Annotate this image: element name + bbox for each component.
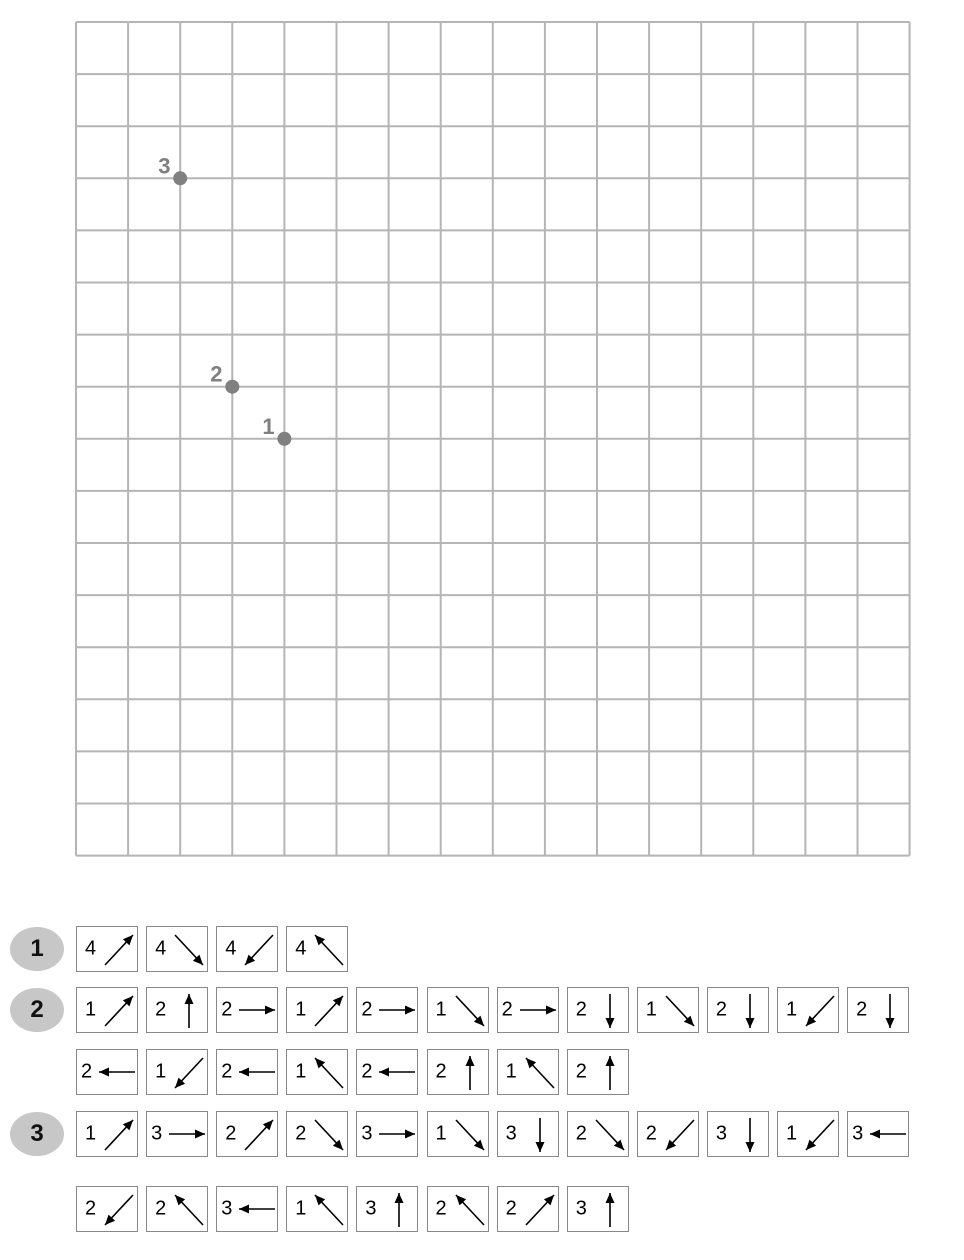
command-up-left	[497, 1049, 559, 1095]
step-count: 2	[505, 1197, 517, 1220]
step-count: 1	[786, 1122, 798, 1145]
step-count: 1	[85, 1122, 97, 1145]
command-left	[847, 1111, 909, 1157]
step-count: 3	[361, 1122, 373, 1145]
step-count: 3	[505, 1122, 517, 1145]
command-right	[146, 1111, 208, 1157]
command-up-left	[286, 926, 348, 972]
step-count: 2	[435, 1197, 447, 1220]
step-count: 1	[505, 1060, 517, 1083]
step-count: 3	[852, 1122, 864, 1145]
arrow-down-right-icon	[568, 1112, 630, 1158]
command-up-left	[286, 1186, 348, 1232]
start-point-2	[225, 380, 239, 394]
start-point-label: 3	[158, 153, 171, 179]
arrow-right-icon	[498, 988, 560, 1034]
command-up-left	[427, 1186, 489, 1232]
command-left	[76, 1049, 138, 1095]
arrow-down-right-icon	[147, 927, 209, 973]
arrow-up-right-icon	[77, 988, 139, 1034]
step-count: 3	[575, 1197, 587, 1220]
command-down	[847, 987, 909, 1033]
command-up-left	[286, 1049, 348, 1095]
command-up-right	[76, 1111, 138, 1157]
command-down-right	[567, 1111, 629, 1157]
step-count: 3	[715, 1122, 728, 1145]
command-down-right	[427, 1111, 489, 1157]
arrow-left-icon	[848, 1112, 910, 1158]
step-count: 1	[155, 1060, 167, 1083]
step-count: 1	[295, 998, 307, 1021]
step-count: 2	[221, 1060, 233, 1083]
command-up	[427, 1049, 489, 1095]
arrow-up-right-icon	[217, 1112, 279, 1158]
arrow-down-right-icon	[287, 1112, 349, 1158]
step-count: 2	[361, 998, 373, 1021]
arrow-down-right-icon	[428, 988, 490, 1034]
arrow-up-left-icon	[287, 1050, 349, 1096]
arrow-left-icon	[217, 1050, 279, 1096]
step-count: 2	[856, 998, 868, 1021]
command-down	[497, 1111, 559, 1157]
arrow-down-icon	[848, 988, 910, 1034]
step-count: 2	[81, 1060, 93, 1083]
command-left	[356, 1049, 418, 1095]
command-down	[707, 987, 769, 1033]
command-down	[707, 1111, 769, 1157]
program-number-badge: 1	[10, 927, 64, 971]
command-right	[216, 987, 278, 1033]
step-count: 2	[155, 998, 167, 1021]
step-count: 2	[715, 998, 728, 1021]
command-up	[356, 1186, 418, 1232]
arrow-right-icon	[357, 988, 419, 1034]
command-down-right	[637, 987, 699, 1033]
command-right	[497, 987, 559, 1033]
arrow-up-left-icon	[428, 1187, 490, 1233]
command-down-left	[146, 1049, 208, 1095]
program-number-badge: 2	[10, 988, 64, 1032]
arrow-down-icon	[708, 1112, 770, 1158]
start-point-label: 2	[210, 361, 223, 387]
arrow-down-left-icon	[147, 1050, 209, 1096]
arrow-up-icon	[428, 1050, 490, 1096]
command-right	[356, 1111, 418, 1157]
arrow-down-left-icon	[778, 1112, 840, 1158]
arrow-right-icon	[147, 1112, 209, 1158]
step-count: 4	[155, 937, 167, 960]
arrow-right-icon	[217, 988, 279, 1034]
command-up	[567, 1186, 629, 1232]
arrow-down-right-icon	[638, 988, 700, 1034]
arrow-down-left-icon	[778, 988, 840, 1034]
arrow-up-icon	[568, 1050, 630, 1096]
step-count: 2	[221, 998, 233, 1021]
command-down-left	[637, 1111, 699, 1157]
command-right	[356, 987, 418, 1033]
step-count: 1	[645, 998, 657, 1021]
command-down-right	[427, 987, 489, 1033]
command-down-left	[777, 1111, 839, 1157]
step-count: 1	[295, 1197, 307, 1220]
step-count: 2	[295, 1122, 307, 1145]
arrow-up-left-icon	[147, 1187, 209, 1233]
arrow-up-icon	[568, 1187, 630, 1233]
step-count: 1	[786, 998, 798, 1021]
step-count: 4	[225, 937, 237, 960]
step-count: 3	[365, 1197, 377, 1220]
step-count: 4	[85, 937, 97, 960]
arrow-down-icon	[568, 988, 630, 1034]
step-count: 2	[85, 1197, 97, 1220]
command-up	[567, 1049, 629, 1095]
arrow-up-icon	[147, 988, 209, 1034]
step-count: 3	[151, 1122, 163, 1145]
arrow-left-icon	[217, 1187, 279, 1233]
arrow-left-icon	[77, 1050, 139, 1096]
arrow-up-right-icon	[287, 988, 349, 1034]
command-left	[216, 1049, 278, 1095]
arrow-up-right-icon	[498, 1187, 560, 1233]
arrow-up-right-icon	[77, 1112, 139, 1158]
arrow-up-left-icon	[498, 1050, 560, 1096]
command-up-right	[76, 926, 138, 972]
step-count: 2	[435, 1060, 447, 1083]
command-up-right	[286, 987, 348, 1033]
command-down-right	[146, 926, 208, 972]
step-count: 2	[361, 1060, 373, 1083]
step-count: 1	[435, 998, 447, 1021]
program-number-badge: 3	[10, 1112, 64, 1156]
command-down-left	[76, 1186, 138, 1232]
command-up-right	[216, 1111, 278, 1157]
step-count: 1	[295, 1060, 307, 1083]
arrow-up-left-icon	[287, 1187, 349, 1233]
command-up	[146, 987, 208, 1033]
command-down	[567, 987, 629, 1033]
arrow-up-icon	[357, 1187, 419, 1233]
step-count: 2	[575, 1122, 587, 1145]
step-count: 2	[225, 1122, 237, 1145]
arrow-right-icon	[357, 1112, 419, 1158]
step-count: 2	[575, 998, 587, 1021]
command-down-left	[777, 987, 839, 1033]
start-point-1	[277, 432, 291, 446]
step-count: 2	[575, 1060, 587, 1083]
command-down-left	[216, 926, 278, 972]
arrow-down-left-icon	[77, 1187, 139, 1233]
arrow-down-right-icon	[428, 1112, 490, 1158]
command-left	[216, 1186, 278, 1232]
step-count: 2	[645, 1122, 657, 1145]
start-point-label: 1	[262, 413, 275, 439]
arrow-down-icon	[708, 988, 770, 1034]
arrow-left-icon	[357, 1050, 419, 1096]
arrow-down-icon	[498, 1112, 560, 1158]
step-count: 3	[221, 1197, 233, 1220]
command-up-right	[76, 987, 138, 1033]
step-count: 2	[501, 998, 513, 1021]
step-count: 4	[295, 937, 307, 960]
step-count: 2	[155, 1197, 167, 1220]
arrow-up-left-icon	[287, 927, 349, 973]
arrow-up-right-icon	[77, 927, 139, 973]
arrow-down-left-icon	[638, 1112, 700, 1158]
command-up-right	[497, 1186, 559, 1232]
step-count: 1	[435, 1122, 447, 1145]
step-count: 1	[85, 998, 97, 1021]
start-point-3	[173, 171, 187, 185]
command-up-left	[146, 1186, 208, 1232]
command-down-right	[286, 1111, 348, 1157]
arrow-down-left-icon	[217, 927, 279, 973]
